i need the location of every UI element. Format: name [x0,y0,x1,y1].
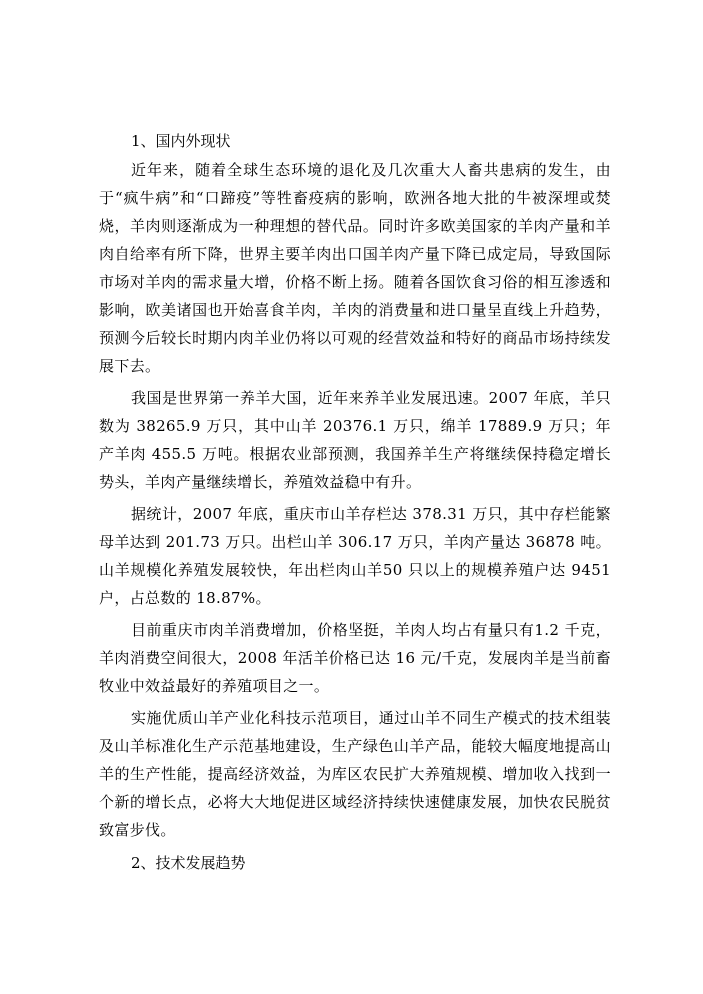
paragraph-global-mutton-demand: 近年来，随着全球生态环境的退化及几次重大人畜共患病的发生，由于“疯牛病”和“口蹄疫”等牲畜疫病的影响，欧洲各地大批的牛被深埋或焚烧，羊肉则逐渐成为一种理想的替代品。同时许多欧美国家的羊肉产量和羊肉自给率有所下降，世界主要羊肉出口国羊肉产量下降已成定局，导致国际市场对羊肉的需求量大增，价格不断上扬。随着各国饮食习俗的相互渗透和影响，欧美诸国也开始喜食羊肉，羊肉的消费量和进口量呈直线上升趋势，预测今后较长时期内肉羊业仍将以可观的经营效益和特好的商品市场持续发展下去。 [99,161,611,375]
paragraph-chongqing-consumption: 目前重庆市肉羊消费增加，价格坚挺，羊肉人均占有量只有1.2 千克，羊肉消费空间很大，2008 年活羊价格已达 16 元/千克，发展肉羊是当前畜牧业中效益最好的养殖项目之一。 [99,621,611,695]
paragraph-chongqing-statistics: 据统计，2007 年底，重庆市山羊存栏达 378.31 万只，其中存栏能繁母羊达到 201.73 万只。出栏山羊 306.17 万只，羊肉产量达 36878 吨。山羊规模化养殖发展较快，年出栏肉山羊50 只以上的规模养殖户达 9451户，占总数的 18.87%。 [99,505,611,607]
document-body [99,128,611,878]
section-heading-domestic-foreign-status: 1、国内外现状 [131,132,231,150]
paragraph-china-sheep-industry: 我国是世界第一养羊大国，近年来养羊业发展迅速。2007 年底，羊只数为 38265.9 万只，其中山羊 20376.1 万只，绵羊 17889.9 万只；年产羊肉 455.5 万吨。根据农业部预测，我国养羊生产将继续保持稳定增长势头，羊肉产量继续增长，养殖效益稳中有升。 [99,389,611,491]
section-heading-technology-trend: 2、技术发展趋势 [131,854,246,872]
paragraph-demonstration-project: 实施优质山羊产业化科技示范项目，通过山羊不同生产模式的技术组装及山羊标准化生产示范基地建设，生产绿色山羊产品，能较大幅度地提高山羊的生产性能，提高经济效益，为库区农民扩大养殖规模、增加收入找到一个新的增长点，必将大大地促进区域经济持续快速健康发展，加快农民脱贫致富步伐。 [99,709,611,839]
